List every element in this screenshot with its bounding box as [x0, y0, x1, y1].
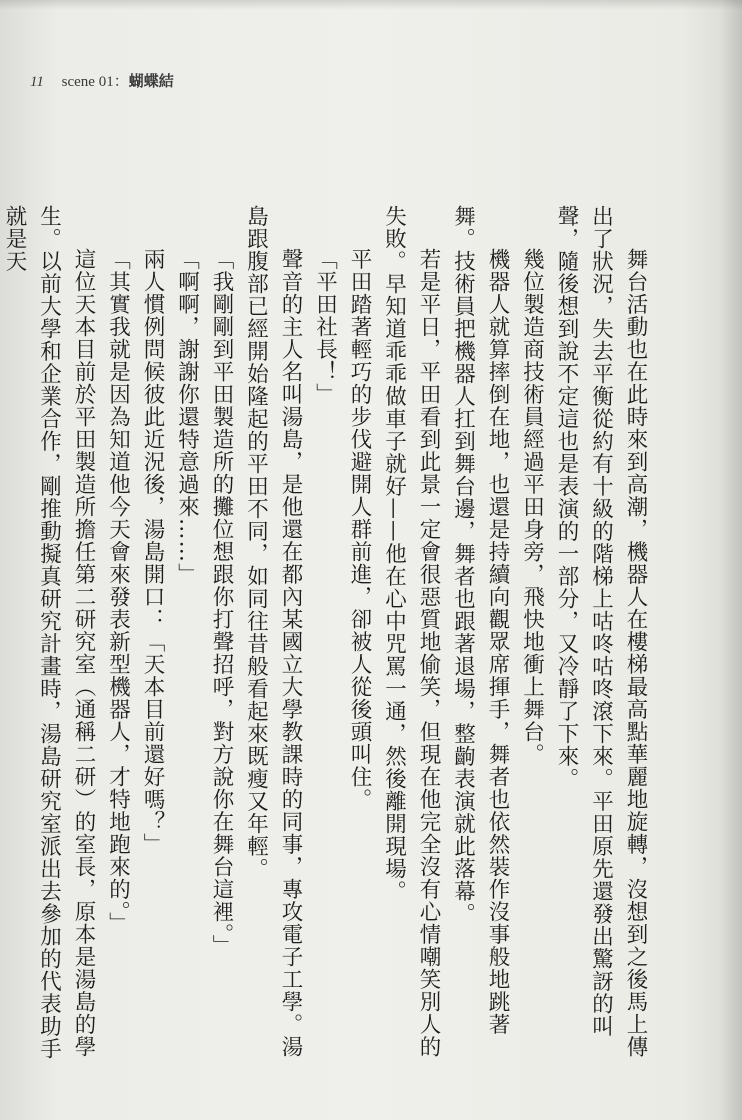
vertical-text-body	[2, 205, 652, 1065]
scene-label: scene 01	[61, 74, 114, 90]
running-header	[30, 70, 174, 91]
paragraph: 這位天本目前於平田製造所擔任第二研究室（通稱二研）的室長，原本是湯島的學生。以前大學和企業合作，剛推動擬真研究計畫時，湯島研究室派出去參加的代表助手就是天	[2, 205, 96, 1060]
paragraph: 平田踏著輕巧的步伐避開人群前進，卻被人從後頭叫住。	[347, 248, 372, 811]
dialogue-line: 「啊啊，謝謝你還特意過來……」	[174, 248, 200, 586]
paragraph: 幾位製造商技術員經過平田身旁，飛快地衝上舞台。	[519, 248, 545, 766]
page-top-edge	[0, 0, 742, 10]
header-separator: ：	[113, 74, 129, 90]
paragraph: 舞台活動也在此時來到高潮，機器人在樓梯最高點華麗地旋轉，沒想到之後馬上傳出了狀況，失去平衡從約有十級的階梯上咕咚咕咚滾下來。平田原先還發出驚訝的叫聲，隨後想到說不定這也是表演的一部分，又冷靜了下來。	[554, 205, 648, 1058]
chapter-title: 蝴蝶結	[128, 74, 174, 90]
dialogue-line: 「我剛剛到平田製造所的攤位想跟你打聲招呼，對方說你在舞台這裡。」	[209, 248, 234, 958]
dialogue-line: 「其實我就是因為知道他今天會來發表新型機器人，才特地跑來的。」	[105, 248, 131, 935]
dialogue-line: 「平田社長！」	[312, 248, 338, 406]
paragraph: 聲音的主人名叫湯島，是他還在都內某國立大學教課時的同事，專攻電子工學。湯島跟腹部已經開始隆起的平田不同，如同往昔般看起來既瘦又年輕。	[243, 205, 303, 1058]
paragraph: 機器人就算摔倒在地，也還是持續向觀眾席揮手，舞者也依然裝作沒事般地跳著舞。技術員把機器人扛到舞台邊，舞者也跟著退場，整齣表演就此落幕。	[450, 205, 510, 1036]
spine-shadow	[720, 0, 742, 1120]
page-number: 11	[30, 74, 44, 90]
paragraph: 若是平日，平田看到此景一定會很惡質地偷笑，但現在他完全沒有心情嘲笑別人的失敗。早知道乖乖做車子就好——他在心中咒罵一通，然後離開現場。	[381, 205, 441, 1058]
paragraph: 兩人慣例問候彼此近況後，湯島開口：「天本目前還好嗎？」	[140, 248, 165, 856]
